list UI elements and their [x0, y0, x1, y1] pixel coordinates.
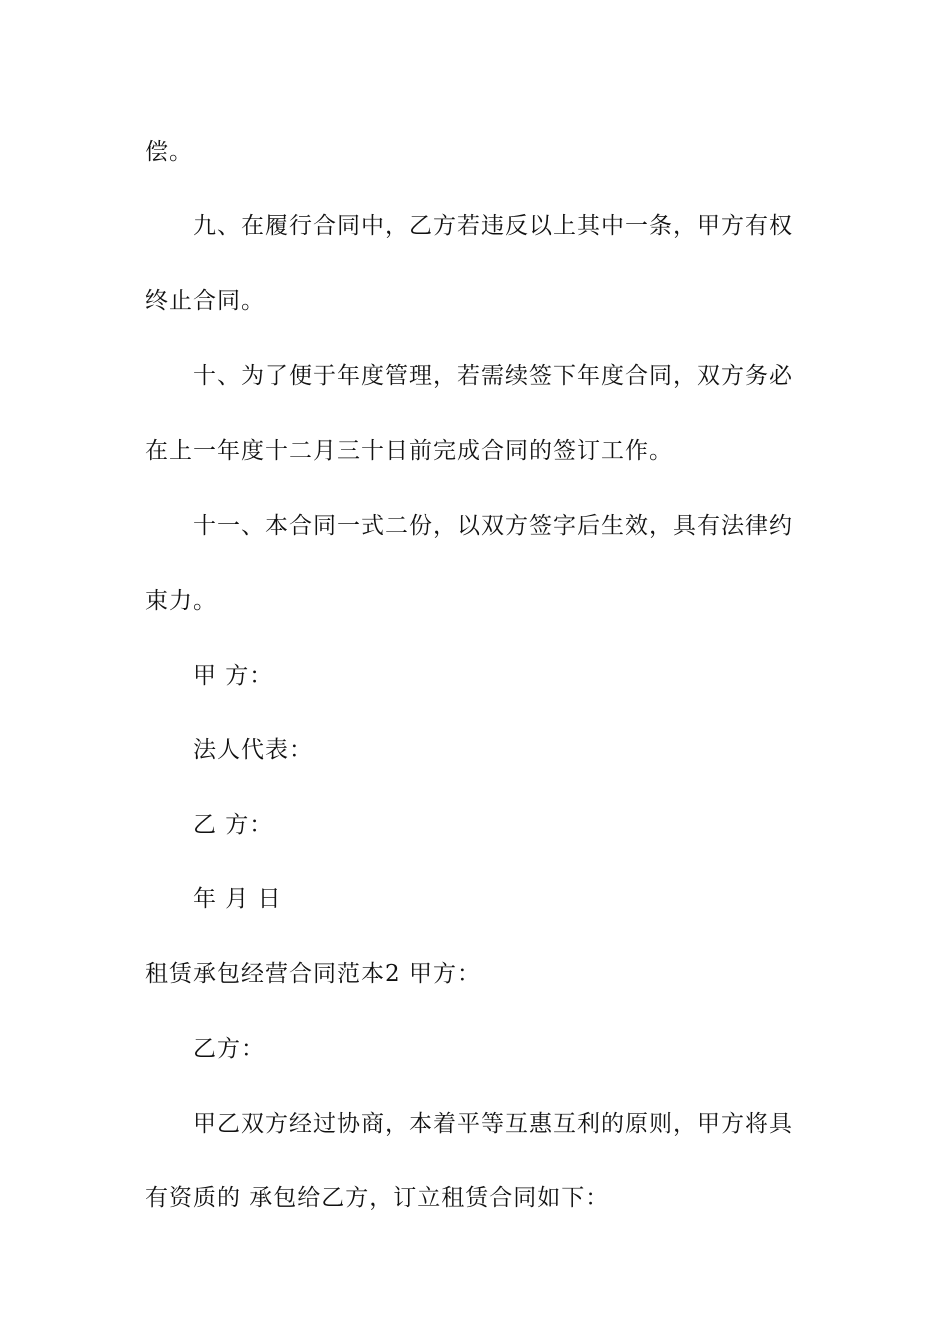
intro-paragraph-line-1: 甲乙双方经过协商，本着平等互惠互利的原则，甲方将具	[193, 1111, 793, 1137]
text-line: 偿。	[145, 139, 193, 165]
section-title-line: 租赁承包经营合同范本2 甲方：	[145, 961, 481, 987]
date-label: 年 月 日	[193, 886, 282, 912]
clause-9-line-2: 终止合同。	[145, 288, 265, 314]
clause-11-line-2: 束力。	[145, 588, 217, 614]
clause-11-line-1: 十一、本合同一式二份，以双方签字后生效，具有法律约	[193, 513, 793, 539]
legal-representative-label: 法人代表：	[193, 737, 313, 763]
clause-9-line-1: 九、在履行合同中，乙方若违反以上其中一条，甲方有权	[193, 213, 793, 239]
clause-10-line-2: 在上一年度十二月三十日前完成合同的签订工作。	[145, 438, 673, 464]
party-b-label: 乙 方：	[193, 812, 274, 838]
party-a-label: 甲 方：	[193, 663, 274, 689]
clause-10-line-1: 十、为了便于年度管理，若需续签下年度合同，双方务必	[193, 363, 793, 389]
intro-paragraph-line-2: 有资质的 承包给乙方，订立租赁合同如下：	[145, 1185, 610, 1211]
party-b-line: 乙方：	[193, 1036, 265, 1062]
